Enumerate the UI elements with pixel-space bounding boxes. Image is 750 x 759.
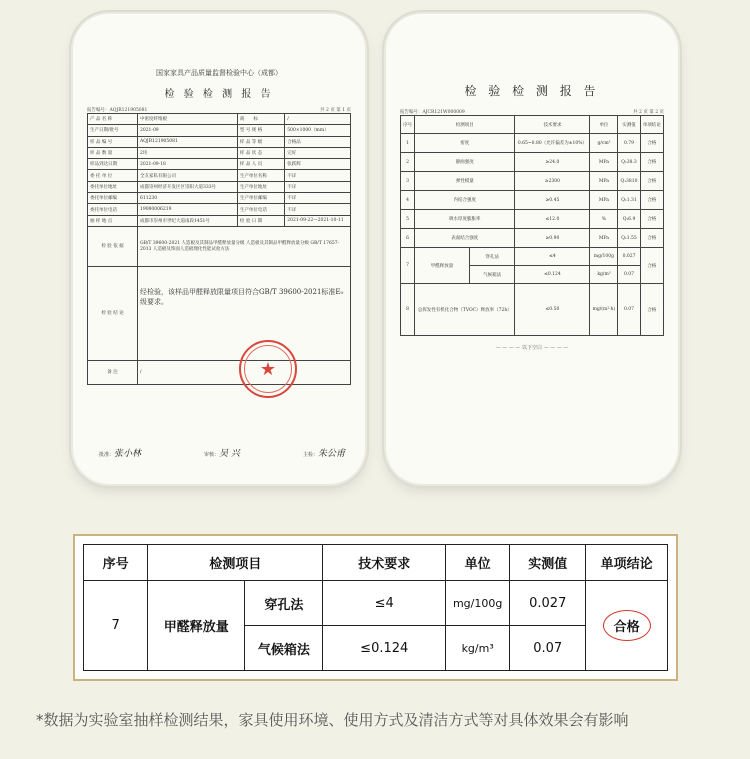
results-row [401,284,664,336]
info-value: 张跃辉 [285,159,351,170]
results-cell: 0.027 [618,248,640,266]
info-label: 生产单位名称 [237,170,284,181]
info-row-tall [88,266,351,360]
info-row-tall [88,226,351,266]
results-cell: 2 [401,153,415,172]
info-label: 型 号 规 格 [237,125,284,136]
info-value: 不详 [285,204,351,215]
results-cell: Q₁1.31 [618,191,640,210]
info-value: 不详 [285,170,351,181]
report-org: 国家家具产品质量监督检验中心（成都） [156,69,282,77]
test-results-table [400,115,664,336]
info-value: / [285,114,351,125]
results-cell: MPa [590,229,618,248]
results-cell: ≤12.0 [515,210,590,229]
report-number-2: 报告编号：AJCR121W000009 [400,110,465,115]
results-cell: 合格 [640,284,663,336]
end-line: — — — — 以下空白 — — — — [495,345,569,351]
results-cell: 0.07 [618,284,640,336]
results-cell: Q₁3810 [618,172,640,191]
results-cell: 合格 [640,191,663,210]
results-cell: 吸水厚度膨胀率 [415,210,515,229]
results-cell: 合格 [640,153,663,172]
author-sig: 朱公甫 [317,449,345,459]
info-label: 生产单位地址 [237,181,284,192]
info-value: 500×1000（mm） [285,125,351,136]
info-label: 样品到达日期 [88,159,138,170]
results-cell: 4 [401,191,415,210]
approve-label: 批准： [99,452,115,458]
results-cell: ≥2300 [515,172,590,191]
results-cell: ≥24.0 [515,153,590,172]
info-row [88,114,351,125]
results-cell: 6 [401,229,415,248]
signature-row [99,446,345,459]
results-header: 检测项目 [415,116,515,134]
results-cell: 7 [401,248,415,284]
results-header: 实测值 [618,116,640,134]
review-label: 审核： [204,452,220,458]
info-label: 生产单位邮编 [237,193,284,204]
info-row [88,193,351,204]
right-report-tablet [386,14,678,484]
results-row [401,172,664,191]
results-cell: g/cm³ [590,134,618,153]
info-value: 成都崇州经济开发区区崇阳大道333号 [137,181,237,192]
info-value: 不详 [285,193,351,204]
results-row [401,210,664,229]
results-cell: 0.65~0.80（允许偏差为±10%） [515,134,590,153]
zoom-method-1: 穿孔法 [245,581,323,626]
results-cell: MPa [590,191,618,210]
results-cell: MPa [590,172,618,191]
results-cell: 表面结合强度 [415,229,515,248]
zoom-item: 甲醛释放量 [148,581,245,671]
report-info-table [87,113,351,385]
report-title: 检 验 检 测 报 告 [164,89,274,100]
info-label: 委 托 单 位 [88,170,138,181]
info-value: 成都市崇州市世纪大道南段1451号 [137,215,237,226]
zoom-result: 合格 [603,610,651,641]
zoom-unit-1: mg/100g [446,581,510,626]
info-label: 样 品 状 态 [237,147,284,158]
info-label: 样 品 人 员 [237,159,284,170]
conclusion-label: 检 验 结 论 [88,266,138,360]
results-cell: 合格 [640,229,663,248]
results-cell: ≤0.124 [515,266,590,284]
report-page: 共 2 页 第 1 页 [320,108,351,113]
zoom-header-value: 实测值 [510,545,586,581]
report-number: 报告编号：AQJR121905081 [87,108,148,113]
results-cell: 0.07 [618,266,640,284]
info-value: 2块 [137,147,237,158]
results-row [401,191,664,210]
star-icon: ★ [244,345,292,393]
results-cell: 1 [401,134,415,153]
left-report-page [87,32,351,466]
results-row [401,134,664,153]
results-cell: 静曲强度 [415,153,515,172]
results-cell: 密度 [415,134,515,153]
info-label: 抽 样 地 点 [88,215,138,226]
results-cell: Q₁6.9 [618,210,640,229]
results-cell: ≥0.90 [515,229,590,248]
info-row [88,170,351,181]
results-cell: 合格 [640,210,663,229]
inspection-stamp [239,340,297,398]
info-value: 2021-09-22—2021-10-11 [285,215,351,226]
info-value: 合格品 [285,136,351,147]
results-cell: 3 [401,172,415,191]
info-value: 全友家私有限公司 [137,170,237,181]
results-cell: % [590,210,618,229]
info-label: 生产日期/批号 [88,125,138,136]
results-cell: 穿孔法 [469,248,515,266]
results-cell: MPa [590,153,618,172]
results-cell: ≤4 [515,248,590,266]
info-row [88,181,351,192]
results-cell: 总挥发性有机化合物（TVOC）释放率（72h） [415,284,515,336]
approve-sig: 张小林 [114,449,142,459]
results-header: 单位 [590,116,618,134]
results-cell: 合格 [640,134,663,153]
zoom-header-unit: 单位 [446,545,510,581]
report-page-2: 共 2 页 第 2 页 [633,110,664,115]
results-cell: Q₁38.3 [618,153,640,172]
conclusion-text: 经检验，该样品甲醛释放限量项目符合GB/T 39600-2021标准E₀级要求。 [137,266,350,360]
info-value: 中密度纤维板 [137,114,237,125]
info-label: 生产单位电话 [237,204,284,215]
info-value: 2021-09 [137,125,237,136]
info-label: 委托单位电话 [88,204,138,215]
results-row-7a [401,248,664,266]
zoom-value-2: 0.07 [510,626,586,671]
zoom-result-cell [586,581,668,671]
remark-label: 备 注 [88,360,138,384]
results-cell: mg/(m²·h) [590,284,618,336]
info-value: 2021-09-18 [137,159,237,170]
basis-text: GB/T 39600-2021 人造板及其制品甲醛释放量分级 人造板及其制品甲醛释放量分级 GB/T 17657-2013 人造板及饰面人造板理化性能试验方法 [137,226,350,266]
results-cell: 内结合强度 [415,191,515,210]
results-row [401,229,664,248]
info-label: 委托单位邮编 [88,193,138,204]
zoom-header-req: 技术要求 [323,545,446,581]
zoom-value-1: 0.027 [510,581,586,626]
info-row [88,159,351,170]
results-cell: mg/100g [590,248,618,266]
left-report-tablet [73,14,365,484]
info-label: 样 品 编 号 [88,136,138,147]
zoom-header-item: 检测项目 [148,545,323,581]
results-cell: 0.79 [618,134,640,153]
results-cell: ≤0.50 [515,284,590,336]
zoomed-formaldehyde-table [73,534,678,681]
results-header-row [401,116,664,134]
zoom-header-no: 序号 [84,545,148,581]
author-signature [303,446,345,459]
info-label: 产 品 名 称 [88,114,138,125]
results-cell: 8 [401,284,415,336]
info-value: 不详 [285,181,351,192]
info-label: 委托单位地址 [88,181,138,192]
info-row [88,125,351,136]
info-row [88,204,351,215]
zoom-table [83,544,668,671]
results-cell: ≥0.45 [515,191,590,210]
info-value: 19080006219 [137,204,237,215]
results-header: 单项结论 [640,116,663,134]
results-header: 序号 [401,116,415,134]
info-label: 检 验 日 期 [237,215,284,226]
zoom-no: 7 [84,581,148,671]
info-label: 样 品 等 级 [237,136,284,147]
results-cell: kg/m³ [590,266,618,284]
results-cell: 气候箱法 [469,266,515,284]
results-cell: 5 [401,210,415,229]
info-row [88,136,351,147]
results-cell: 弹性模量 [415,172,515,191]
zoom-header-result: 单项结论 [586,545,668,581]
results-cell: Q₁1.55 [618,229,640,248]
zoom-unit-2: kg/m³ [446,626,510,671]
zoom-method-2: 气候箱法 [245,626,323,671]
zoom-req-1: ≤4 [323,581,446,626]
report-title-2: 检 验 检 测 报 告 [464,84,600,98]
info-label: 样 品 数 量 [88,147,138,158]
info-value: 611230 [137,193,237,204]
review-signature [204,446,240,459]
basis-label: 检 验 依 据 [88,226,138,266]
approve-signature [99,446,141,459]
author-label: 主检： [302,452,318,458]
remark-value: / [137,360,350,384]
review-sig: 吴 兴 [219,449,240,459]
zoom-req-2: ≤0.124 [323,626,446,671]
info-value: AQJR121905081 [137,136,237,147]
results-row [401,153,664,172]
results-cell: 合格 [640,248,663,284]
right-report-page [400,32,664,466]
info-row [88,147,351,158]
info-value: 完好 [285,147,351,158]
info-row [88,215,351,226]
info-row-tall [88,360,351,384]
footnote: *数据为实验室抽样检测结果，家具使用环境、使用方式及清洁方式等对具体效果会有影响 [36,711,629,729]
results-cell: 合格 [640,172,663,191]
results-cell: 甲醛释放量 [415,248,470,284]
results-header: 技术要求 [515,116,590,134]
info-label: 商 标 [237,114,284,125]
